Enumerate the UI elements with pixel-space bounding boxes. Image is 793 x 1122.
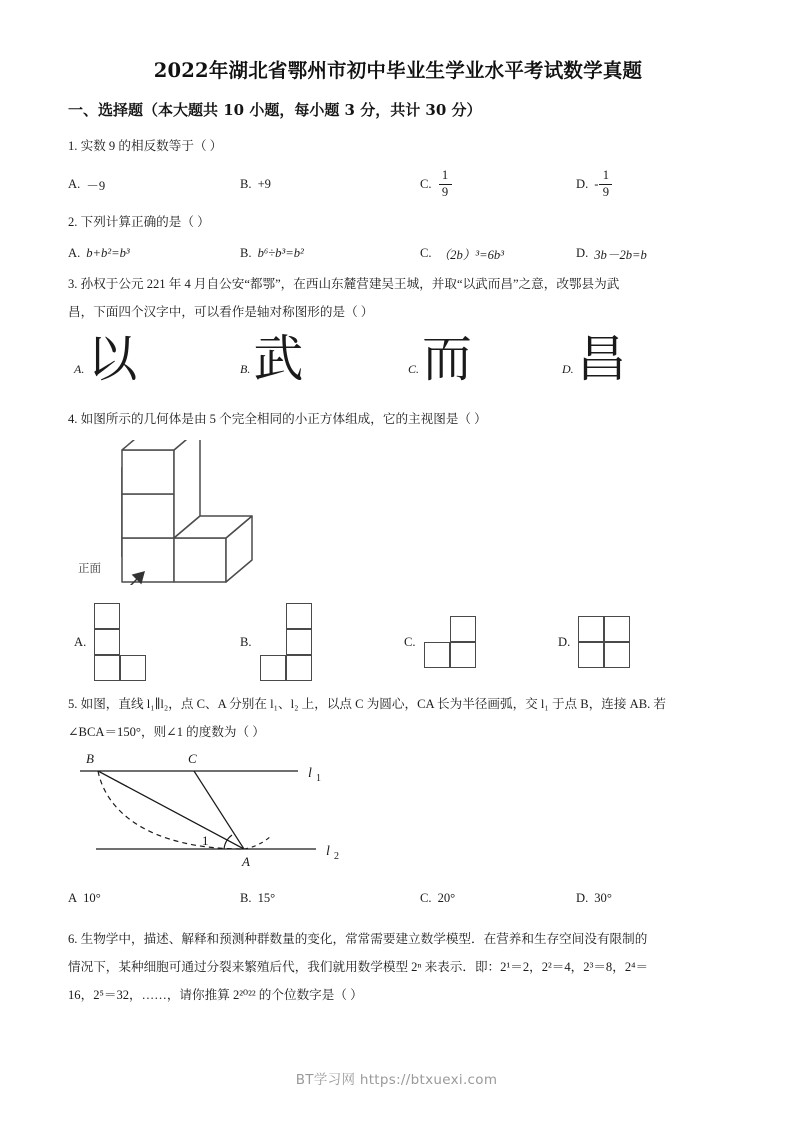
grid-cell: [424, 642, 450, 668]
q1-option-a-text: －9: [86, 178, 106, 193]
q2-option-b[interactable]: [240, 238, 304, 268]
q5-option-b-text: 15°: [257, 890, 276, 905]
q2-option-a-label: A.: [68, 245, 81, 260]
grid-cell: [286, 655, 312, 681]
q2-option-d[interactable]: [576, 238, 647, 268]
q1-option-d-label: D.: [576, 176, 589, 191]
question-2-stem: 2. 下列计算正确的是（ ）: [68, 215, 210, 229]
question-4-options: [68, 604, 728, 680]
page-content: [68, 55, 728, 1011]
q4-option-a-label: A.: [74, 634, 87, 649]
grid-cell: [450, 642, 476, 668]
q3-option-d-label: D.: [562, 362, 574, 376]
grid-cell: [94, 655, 120, 681]
grid-cell: [286, 603, 312, 629]
q5-option-b[interactable]: [240, 883, 275, 913]
q5-option-a-text: 10°: [83, 890, 101, 905]
question-6-stem-line3: 16，2⁵＝32，……，请你推算 2²⁰²² 的个位数字是（ ）: [68, 988, 363, 1002]
q4-option-b-label: B.: [240, 634, 252, 649]
grid-cell: [120, 655, 146, 681]
q2-option-c[interactable]: [420, 238, 504, 268]
question-1-stem: 1. 实数 9 的相反数等于（ ）: [68, 139, 223, 153]
q1-option-d-denominator: 9: [602, 184, 610, 199]
cube-solid-diagram: [100, 440, 320, 585]
q5-option-d[interactable]: [576, 883, 612, 913]
q1-option-a[interactable]: [68, 162, 105, 206]
q2-option-b-text: b⁶÷b³=b²: [257, 245, 304, 260]
q2-option-b-label: B.: [240, 245, 252, 260]
label-point-a: A: [242, 854, 250, 869]
grid-cell: [260, 655, 286, 681]
q2-option-d-label: D.: [576, 245, 589, 260]
q5-option-b-label: B.: [240, 890, 252, 905]
q4-option-c-shape: [424, 616, 476, 668]
q2-option-a-text: b+b²=b³: [86, 245, 130, 260]
question-5-stem-line2: ∠BCA＝150°，则∠1 的度数为（ ）: [68, 725, 265, 739]
question-6-stem-line1: 6. 生物学中，描述、解释和预测种群数量的变化，常常需要建立数学模型．在营养和生存空间没有限制的: [68, 932, 648, 946]
question-3-stem-line1: 3. 孙权于公元 221 年 4 月自公安“都鄂”，在西山东麓营建吴王城，并取“以武而昌”之意，改鄂县为武: [68, 277, 620, 291]
q3-option-d-character: 昌: [576, 330, 627, 388]
label-line-l1: l: [308, 766, 312, 781]
arc-dashed-tail: [244, 835, 272, 849]
q3-option-d[interactable]: [562, 331, 627, 387]
question-4-figure: [68, 438, 728, 598]
q2-option-c-label: C.: [420, 245, 432, 260]
q4-option-a-shape: [94, 603, 146, 681]
q1-option-b-text: +9: [257, 176, 271, 191]
grid-cell: [604, 642, 630, 668]
q3-option-c-character: 而: [422, 330, 473, 388]
question-1-options: [68, 162, 728, 206]
label-point-c: C: [188, 751, 197, 766]
question-4-stem: 4. 如图所示的几何体是由 5 个完全相同的小正方体组成，它的主视图是（ ）: [68, 412, 487, 426]
q1-option-c-numerator: 1: [441, 168, 449, 183]
parallel-lines-arc-diagram: [76, 749, 366, 877]
segment-ba-2: [98, 771, 244, 849]
section-header: 一、选择题（本大题共 10 小题，每小题 3 分，共计 30 分）: [68, 101, 482, 119]
grid-cell: [604, 616, 630, 642]
grid-cell: [450, 616, 476, 642]
question-5-options: [68, 883, 728, 913]
q5-option-c[interactable]: [420, 883, 455, 913]
question-6-stem-line2: 情况下，某种细胞可通过分裂来繁殖后代，我们就用数学模型 2ⁿ 来表示．即：2¹＝2，2²＝4，2³＝8，2⁴＝: [68, 960, 649, 974]
q3-option-a-character: 以: [87, 330, 138, 388]
q4-option-d[interactable]: [558, 604, 630, 680]
q3-option-b-label: B.: [240, 362, 251, 376]
q5-option-d-text: 30°: [594, 890, 612, 905]
q1-option-a-label: A.: [68, 176, 81, 191]
q5-option-d-label: D.: [576, 890, 589, 905]
q4-option-c-label: C.: [404, 634, 416, 649]
site-watermark: BT学习网 https://btxuexi.com: [295, 1072, 498, 1088]
question-3-stem-line2: 昌，下面四个汉字中，可以看作是轴对称图形的是（ ）: [68, 305, 374, 319]
q4-option-d-label: D.: [558, 634, 571, 649]
q4-option-b[interactable]: [240, 604, 312, 680]
q3-option-c[interactable]: [408, 331, 472, 387]
q1-option-d-numerator: 1: [602, 168, 610, 183]
q5-option-c-text: 20°: [437, 890, 456, 905]
label-angle-1: 1: [202, 833, 209, 848]
q1-option-b[interactable]: [240, 162, 271, 206]
q4-option-a[interactable]: [74, 604, 146, 680]
q1-option-c-fraction: [439, 169, 452, 198]
q3-option-b-character: 武: [253, 330, 304, 388]
q3-option-a-label: A.: [74, 362, 85, 376]
question-3-options: [68, 331, 728, 397]
question-5-figure: [68, 749, 728, 881]
label-line-l1-subscript: 1: [316, 773, 321, 784]
q5-option-c-label: C.: [420, 890, 432, 905]
q4-option-b-shape: [260, 603, 312, 681]
front-view-label: 正面: [78, 563, 101, 575]
q1-option-b-label: B.: [240, 176, 252, 191]
q5-option-a-label: A: [68, 890, 78, 905]
question-2-options: [68, 238, 728, 268]
grid-cell: [286, 629, 312, 655]
question-5-stem-line1: 5. 如图，直线 l₁∥l₂，点 C、A 分别在 l₁、l₂ 上，以点 C 为圆心，CA 长为半径画弧，交 l₁ 于点 B，连接 AB. 若: [68, 697, 667, 711]
page-title: 2022年湖北省鄂州市初中毕业生学业水平考试数学真题: [153, 59, 643, 82]
q3-option-a[interactable]: [74, 331, 137, 387]
grid-cell: [94, 603, 120, 629]
q2-option-a[interactable]: [68, 238, 130, 268]
grid-cell: [578, 642, 604, 668]
q1-option-c-denominator: 9: [441, 184, 449, 199]
q1-option-c-label: C.: [420, 176, 432, 191]
q3-option-b[interactable]: [240, 331, 303, 387]
label-line-l2-subscript: 2: [334, 851, 339, 862]
grid-cell: [578, 616, 604, 642]
label-point-b: B: [86, 751, 94, 766]
grid-cell: [94, 629, 120, 655]
q4-option-c[interactable]: [404, 604, 476, 680]
q2-option-c-text: （2b）³=6b³: [437, 247, 504, 262]
q3-option-c-label: C.: [408, 362, 420, 376]
q1-option-d-sign: -: [594, 176, 599, 191]
q4-option-d-shape: [578, 616, 630, 668]
q2-option-d-text: 3b－2b=b: [594, 247, 647, 262]
q1-option-d-fraction: [599, 169, 612, 198]
label-line-l2: l: [326, 844, 330, 859]
q1-option-c[interactable]: [420, 162, 453, 206]
q5-option-a[interactable]: [68, 883, 101, 913]
q1-option-d[interactable]: [576, 162, 613, 206]
